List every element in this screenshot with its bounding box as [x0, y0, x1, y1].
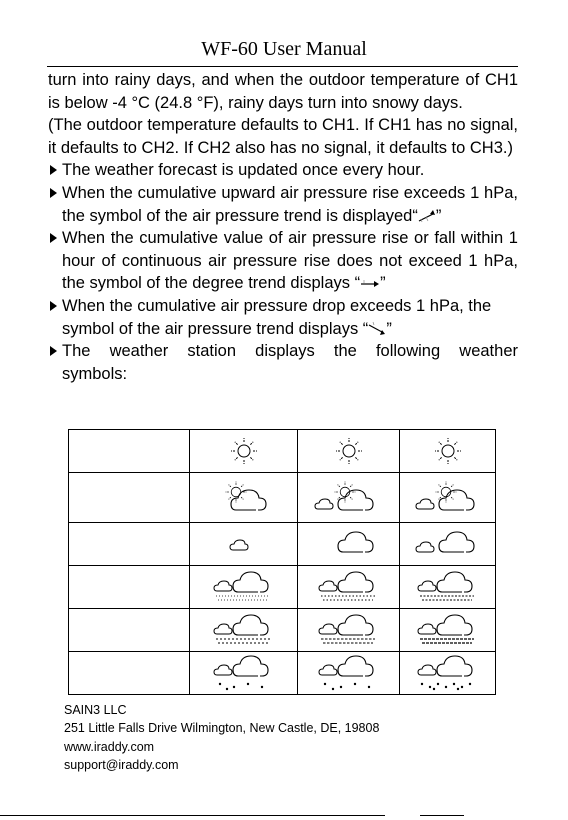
bullet-text: When the cumulative value of air pressure rise or fall within 1 hour of continuous air pressure rise does not exceed 1 hPa, the symbol of the degree trend displays “ — [62, 229, 518, 293]
symbol-cell — [190, 609, 298, 652]
row-label-cell — [69, 473, 190, 523]
trend-up-icon — [418, 208, 436, 224]
row-label-cell — [69, 430, 190, 473]
symbol-cell — [190, 566, 298, 609]
symbol-cell — [298, 609, 400, 652]
symbol-cell — [298, 473, 400, 523]
symbol-cell — [298, 430, 400, 473]
heavy-snow-clouds-icon — [413, 654, 483, 692]
paragraph-snow: turn into rainy days, and when the outdoor temperature of CH1 is below -4 °C (24.8 °F), rainy days turn into snowy days. — [48, 71, 518, 112]
row-label-cell — [69, 523, 190, 566]
bullet-triangle-icon — [50, 165, 57, 175]
table-row — [69, 523, 496, 566]
symbol-cell — [190, 523, 298, 566]
company-website: www.iraddy.com — [64, 739, 155, 754]
row-label-cell — [69, 609, 190, 652]
row-label-cell — [69, 566, 190, 609]
bullet-pressure-steady — [48, 227, 518, 295]
light-rain-clouds-icon — [314, 569, 384, 605]
bullet-text-end: ” — [386, 319, 392, 338]
table-row — [69, 566, 496, 609]
manual-body — [48, 69, 518, 385]
symbol-cell — [400, 430, 496, 473]
bullet-triangle-icon — [50, 301, 57, 311]
company-address: 251 Little Falls Drive Wilmington, New Castle, DE, 19808 — [64, 721, 380, 736]
bullet-text: When the cumulative upward air pressure rise exceeds 1 hPa, the symbol of the air pressure trend is displayed“ — [62, 183, 518, 225]
bullet-triangle-icon — [50, 346, 57, 356]
table-row — [69, 609, 496, 652]
symbol-cell — [400, 473, 496, 523]
heavy-rain-clouds-icon — [413, 612, 483, 648]
two-clouds-icon — [413, 527, 483, 561]
symbol-cell — [400, 566, 496, 609]
symbol-cell — [298, 652, 400, 695]
sunny-icon — [224, 434, 264, 468]
large-cloud-icon — [314, 527, 384, 561]
table-row — [69, 652, 496, 695]
page-header: WF-60 User Manual — [201, 38, 367, 60]
bullet-text-end: ” — [380, 274, 386, 293]
company-name: SAIN3 LLC — [64, 703, 127, 717]
light-rain-clouds-icon — [413, 569, 483, 605]
sun-cloud-icon — [212, 478, 276, 518]
bullet-text: The weather forecast is updated once every hour. — [62, 161, 425, 180]
table-row — [69, 473, 496, 523]
bullet-text: The weather station displays the following weather symbols: — [62, 342, 518, 383]
bullet-text: When the cumulative air pressure drop exceeds 1 hPa, the symbol of the air pressure trend displays “ — [62, 296, 492, 338]
bullet-weather-symbols — [48, 340, 518, 385]
sunny-icon — [428, 434, 468, 468]
snow-clouds-icon — [314, 654, 384, 692]
paragraph-channel-default: (The outdoor temperature defaults to CH1. If CH1 has no signal, it defaults to CH2. If CH2 also has no signal, it defaults to CH3.) — [48, 116, 518, 157]
bottom-rule — [0, 815, 385, 816]
bullet-forecast-update — [48, 159, 518, 182]
bullet-pressure-drop — [48, 295, 518, 340]
symbol-cell — [400, 523, 496, 566]
symbol-cell — [400, 609, 496, 652]
trend-down-icon — [368, 321, 386, 337]
bullet-text-end: ” — [435, 206, 442, 225]
sunny-icon — [329, 434, 369, 468]
row-label-cell — [69, 652, 190, 695]
symbol-cell — [400, 652, 496, 695]
bullet-triangle-icon — [50, 233, 57, 243]
weather-symbol-table — [68, 429, 496, 695]
snow-clouds-icon — [209, 654, 279, 692]
small-cloud-icon — [209, 529, 279, 559]
company-footer — [64, 701, 379, 775]
small-cloud-sun-cloud-icon — [314, 478, 384, 518]
bullet-triangle-icon — [50, 188, 57, 198]
bullet-pressure-rise — [48, 182, 518, 227]
light-rain-clouds-icon — [209, 569, 279, 605]
bottom-rule-fragment — [420, 815, 464, 816]
heavy-rain-clouds-icon — [209, 612, 279, 648]
header-rule — [47, 66, 518, 67]
heavy-rain-clouds-icon — [314, 612, 384, 648]
table-row — [69, 430, 496, 473]
symbol-cell — [190, 652, 298, 695]
symbol-cell — [190, 473, 298, 523]
small-cloud-sun-cloud-icon — [413, 478, 483, 518]
company-email: support@iraddy.com — [64, 758, 179, 773]
symbol-cell — [190, 430, 298, 473]
symbol-cell — [298, 523, 400, 566]
symbol-cell — [298, 566, 400, 609]
trend-steady-icon — [360, 278, 380, 290]
